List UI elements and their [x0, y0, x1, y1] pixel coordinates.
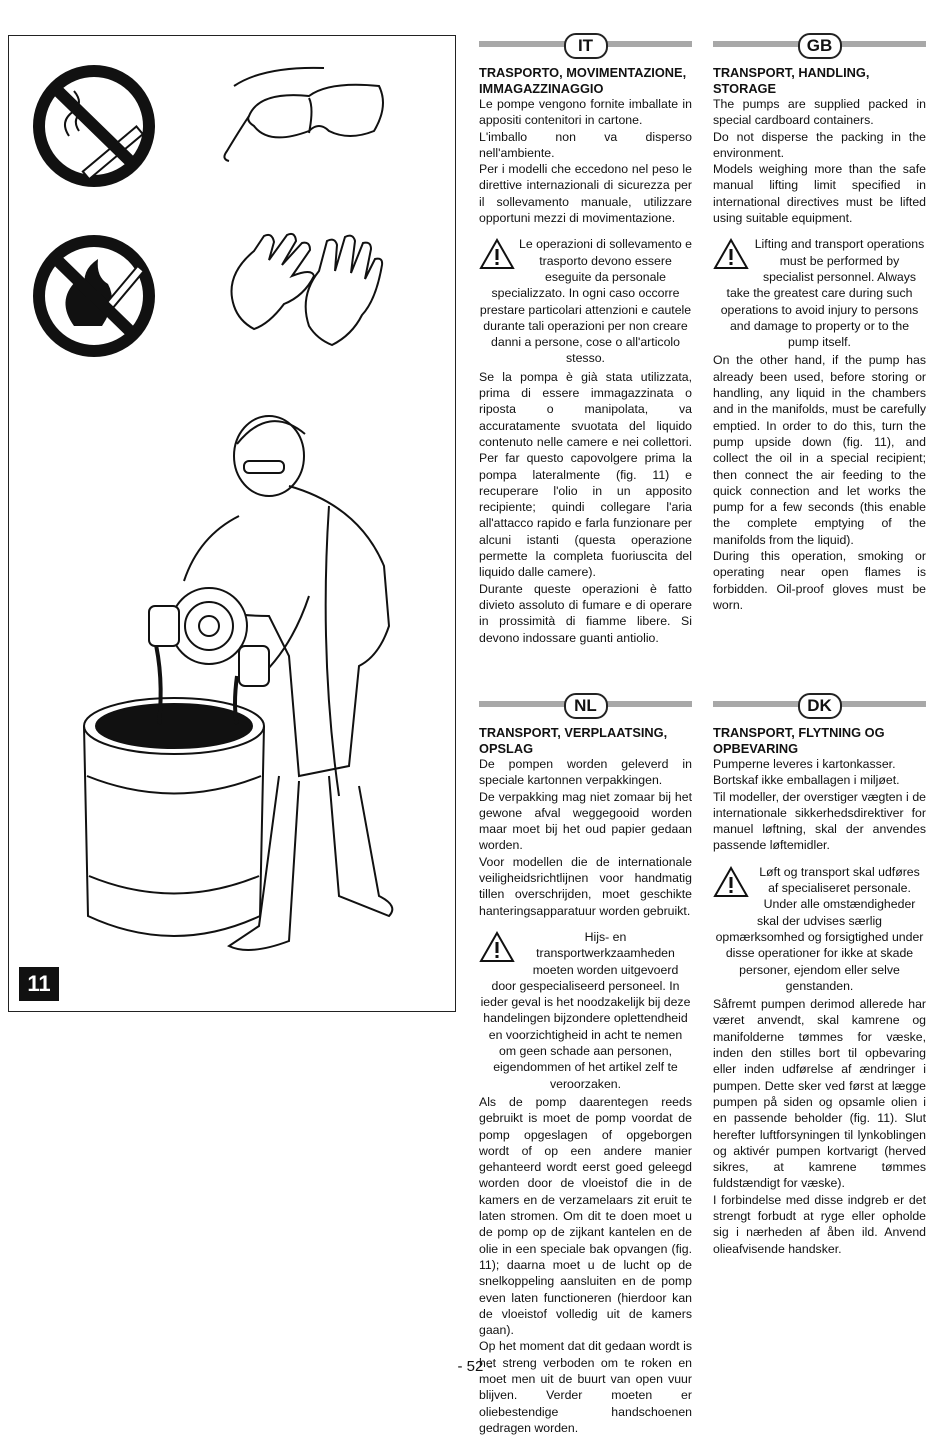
paragraph: During this operation, smoking or operating near open flames is forbidden. Oil-proof gloves must be worn. — [713, 549, 926, 612]
warning-block — [713, 236, 926, 350]
paragraph: L'imballo non va disperso nell'ambiente. — [479, 129, 692, 160]
paragraph: Op het moment dat dit gedaan wordt is het streng verboden om te roken en moet men uit de buurt van open vuur blijven. Verder moeten er oliebestendige handschoenen gedragen worden. — [479, 1339, 692, 1435]
safety-glasses-icon — [224, 68, 383, 161]
worker-emptying-pump-illustration — [84, 416, 392, 950]
paragraph: De pompen worden geleverd in speciale kartonnen verpakkingen. — [479, 757, 692, 788]
paragraph: Do not disperse the packing in the environment. — [713, 129, 926, 160]
lang-badge-gb: GB — [798, 33, 842, 59]
lang-header-it — [479, 33, 692, 59]
lang-header-nl — [479, 693, 692, 719]
warning-block — [713, 864, 926, 994]
lang-badge-nl: NL — [564, 693, 608, 719]
warning-block — [479, 929, 692, 1092]
section-it — [479, 33, 692, 646]
paragraph: I forbindelse med disse indgreb er det strengt forbudt at ryge eller opholde sig i nærheden af åben ild. Anvend olieafvisende handsker. — [713, 1192, 926, 1256]
section-title: TRANSPORT, FLYTNING OG OPBEVARING — [713, 725, 885, 756]
warning-text: Løft og transport skal udføres af specialiseret personale. Under alle omstændigheder skal der udvises særlig opmærksomhed og forsigtighed under disse operationer for ikke at skade personer, ejendom eller selve genstanden. — [715, 864, 924, 993]
paragraph: Til modeller, der overstiger vægten i de internationale sikkerhedsdirektiver for manuel løftning, skal der anvendes passende løftemidler. — [713, 789, 926, 853]
warning-icon — [713, 238, 749, 270]
paragraph: Såfremt pumpen derimod allerede har været anvendt, skal kamrene og manifolderne tømmes for væske, inden den stilles bort til opbevaring eller inden udførelse af ændringer i pumpen. Dette sker ved først at lægge pumpen på siden og opsamle olien i en passende beholder (fig. 11). Slut herefter luftforsyningen til lynkoblingen og aktivér pumpen kortvarigt (herved sikres, at kamrene tømmes fuldstændigt for væske). — [713, 997, 926, 1191]
lang-badge-it: IT — [564, 33, 608, 59]
warning-text: Le operazioni di sollevamento e trasporto devono essere eseguite da personale specializzato. In ogni caso occorre prestare particolari attenzioni e cautele durante tali operazioni per non creare danni a persone, cose o all'articolo stesso. — [479, 237, 692, 366]
warning-block — [479, 236, 692, 366]
paragraph: Als de pomp daarentegen reeds gebruikt is moet de pomp voordat de pomp opgeslagen of opgeborgen wordt of op een andere manier gehanteerd wordt eerst goed geleegd worden door de vloeistof die in de kamers en de verzamelaars zit eruit te laten stromen. Om dit te doen moet u de pomp op de zijkant kantelen en de olie in een speciale bak opvangen (fig. 11); daarna moet u de lucht op de snelkoppeling aansluiten en de pomp even laten functioneren (hierdoor kan de vloeistof volledig uit de kamers gaan). — [479, 1094, 692, 1338]
paragraph: Per i modelli che eccedono nel peso le direttive internazionali di sicurezza per il sollevamento manuale, utilizzare opportuni mezzi di movimentazione. — [479, 162, 692, 226]
section-nl — [479, 693, 692, 1436]
page-number: - 52 - — [457, 1358, 493, 1375]
figure-illustration — [9, 36, 455, 1011]
figure-11-panel — [8, 35, 456, 1012]
no-smoking-icon — [39, 71, 149, 181]
section-title: TRANSPORT, HANDLING, STORAGE — [713, 65, 870, 96]
paragraph: Pumperne leveres i kartonkasser. — [713, 757, 896, 771]
paragraph: Voor modellen die de internationale veiligheidsrichtlijnen voor handmatig tillen overschrijden, moet geschikte hanteringsapparatuur worden gebruikt. — [479, 854, 692, 918]
no-open-flame-icon — [39, 241, 149, 351]
lang-header-gb — [713, 33, 926, 59]
warning-text: Hijs- en transportwerkzaamheden moeten worden uitgevoerd door gespecialiseerd personeel. In ieder geval is het noodzakelijk bij deze handelingen bijzondere oplettendheid en voorzichtigheid in acht te nemen om geen schade aan personen, eigendommen of het artikel zelf te veroorzaken. — [480, 929, 691, 1091]
warning-text: Lifting and transport operations must be performed by specialist personnel. Always take the greatest care during such operations to avoid injury to persons and damage to property or to the pump itself. — [720, 237, 925, 350]
lang-badge-dk: DK — [798, 693, 842, 719]
warning-icon — [479, 238, 515, 270]
paragraph: Durante queste operazioni è fatto divieto assoluto di fumare e di operare in prossimità di fiamme libere. Si devono indossare guanti antiolio. — [479, 581, 692, 645]
section-gb — [713, 33, 926, 613]
lang-header-dk — [713, 693, 926, 719]
paragraph: Se la pompa è già stata utilizzata, prima di essere immagazzinata o riposta o manipolata, va accuratamente svuotata del liquido contenuto nelle camere e nei collettori. Per far questo capovolgere prima la pompa lateralmente (fig. 11) e recuperare l'olio in un apposito recipiente; quindi collegare l'aria all'attacco rapido e farla funzionare per alcuni istanti (questa operazione permette la completa fuoriuscita del liquido dalle camere). — [479, 369, 692, 580]
paragraph: Models weighing more than the safe manual lifting limit specified in international directives must be lifted using suitable equipment. — [713, 162, 926, 226]
paragraph: Bortskaf ikke emballagen i miljøet. — [713, 773, 900, 788]
warning-icon — [479, 931, 515, 963]
paragraph: De verpakking mag niet zomaar bij het gewone afval weggegooid worden maar moet bij het oud papier gedaan worden. — [479, 789, 692, 853]
figure-number-badge: 11 — [19, 967, 59, 1001]
paragraph: On the other hand, if the pump has already been used, before storing or handling, any liquid in the chambers and in the manifolds, must be carefully emptied. In order to do this, turn the pump upside down (fig. 11), and collect the oil in a special recipient; then connect the air feeding to the quick connection and let works the pump for a few seconds (this enable the complete emptying of the manifolds from the liquid). — [713, 353, 926, 547]
section-title: TRASPORTO, MOVIMENTAZIONE, IMMAGAZZINAGGIO — [479, 65, 687, 96]
warning-icon — [713, 866, 749, 898]
protective-gloves-icon — [232, 234, 383, 345]
paragraph: The pumps are supplied packed in special cardboard containers. — [713, 97, 926, 128]
section-title: TRANSPORT, VERPLAATSING, OPSLAG — [479, 725, 668, 756]
section-dk — [713, 693, 926, 1257]
paragraph: Le pompe vengono fornite imballate in appositi contenitori in cartone. — [479, 97, 692, 128]
